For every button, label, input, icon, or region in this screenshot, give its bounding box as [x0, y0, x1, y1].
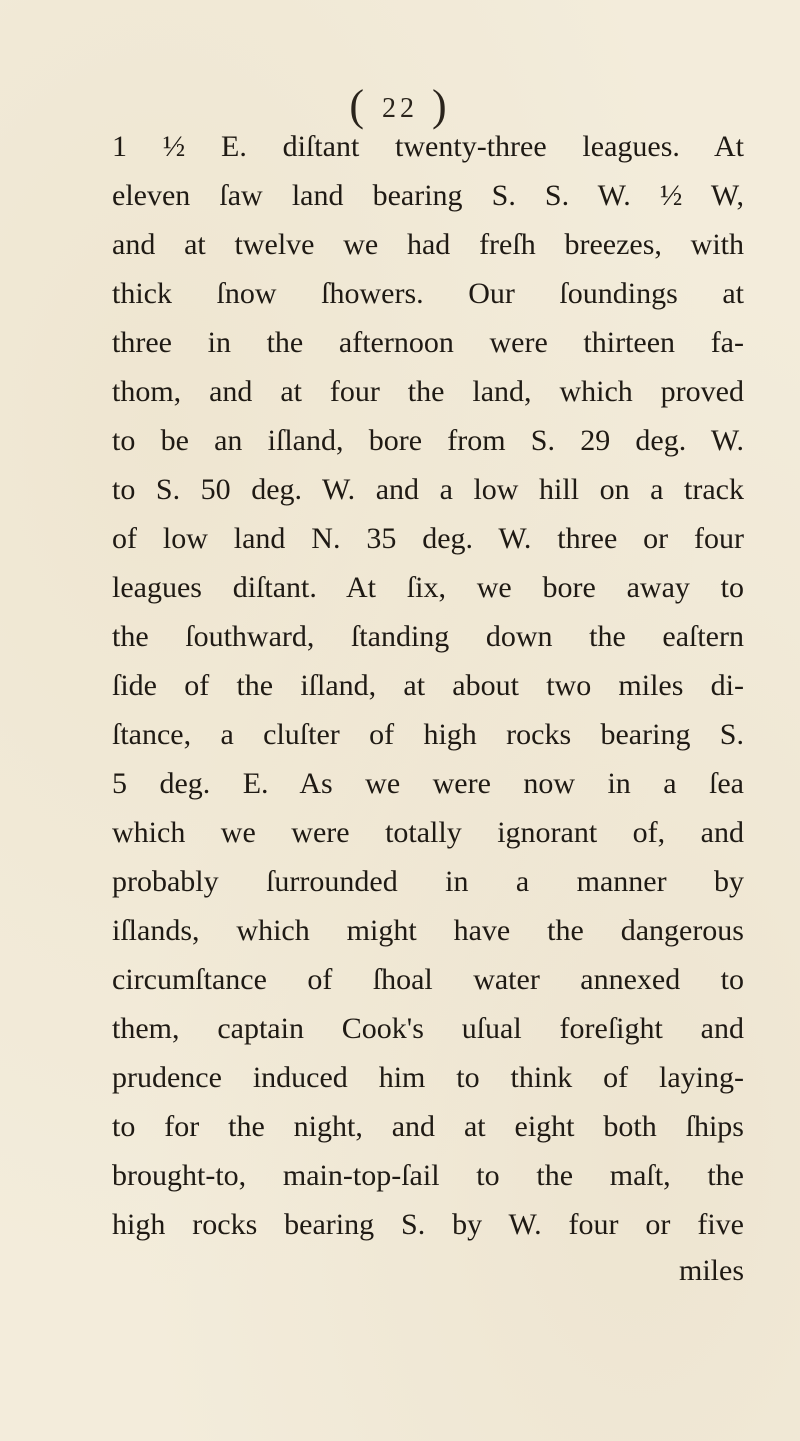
- text-line-1: 1 ½ E. diſtant twenty-three leagues. At: [112, 130, 744, 163]
- text-line-17: iſlands, which might have the dangerous: [112, 914, 744, 947]
- text-line-14: 5 deg. E. As we were now in a ſea: [112, 767, 744, 800]
- text-line-19: them, captain Cook's uſual foreſight and: [112, 1012, 744, 1045]
- text-line-2: eleven ſaw land bearing S. S. W. ½ W,: [112, 179, 744, 212]
- text-line-18: circumſtance of ſhoal water annexed to: [112, 963, 744, 996]
- text-line-4: thick ſnow ſhowers. Our ſoundings at: [112, 277, 744, 310]
- text-line-11: the ſouthward, ſtanding down the eaſtern: [112, 620, 744, 653]
- catchword: miles: [679, 1254, 744, 1287]
- text-line-8: to S. 50 deg. W. and a low hill on a track: [112, 473, 744, 506]
- text-line-12: ſide of the iſland, at about two miles di-: [112, 669, 744, 702]
- page-number-value: 22: [382, 93, 418, 124]
- text-line-22: brought-to, main-top-ſail to the maſt, the: [112, 1159, 744, 1192]
- text-line-9: of low land N. 35 deg. W. three or four: [112, 522, 744, 555]
- page-number: [0, 80, 800, 131]
- text-line-16: probably ſurrounded in a manner by: [112, 865, 744, 898]
- close-paren: ): [432, 81, 451, 130]
- text-line-7: to be an iſland, bore from S. 29 deg. W.: [112, 424, 744, 457]
- text-line-3: and at twelve we had freſh breezes, with: [112, 228, 744, 261]
- text-line-10: leagues diſtant. At ſix, we bore away to: [112, 571, 744, 604]
- text-line-6: thom, and at four the land, which proved: [112, 375, 744, 408]
- text-line-15: which we were totally ignorant of, and: [112, 816, 744, 849]
- text-line-5: three in the afternoon were thirteen fa-: [112, 326, 744, 359]
- open-paren: (: [349, 81, 368, 130]
- text-line-23: high rocks bearing S. by W. four or five: [112, 1208, 744, 1241]
- text-line-20: prudence induced him to think of laying-: [112, 1061, 744, 1094]
- text-line-13: ſtance, a cluſter of high rocks bearing S.: [112, 718, 744, 751]
- text-line-21: to for the night, and at eight both ſhips: [112, 1110, 744, 1143]
